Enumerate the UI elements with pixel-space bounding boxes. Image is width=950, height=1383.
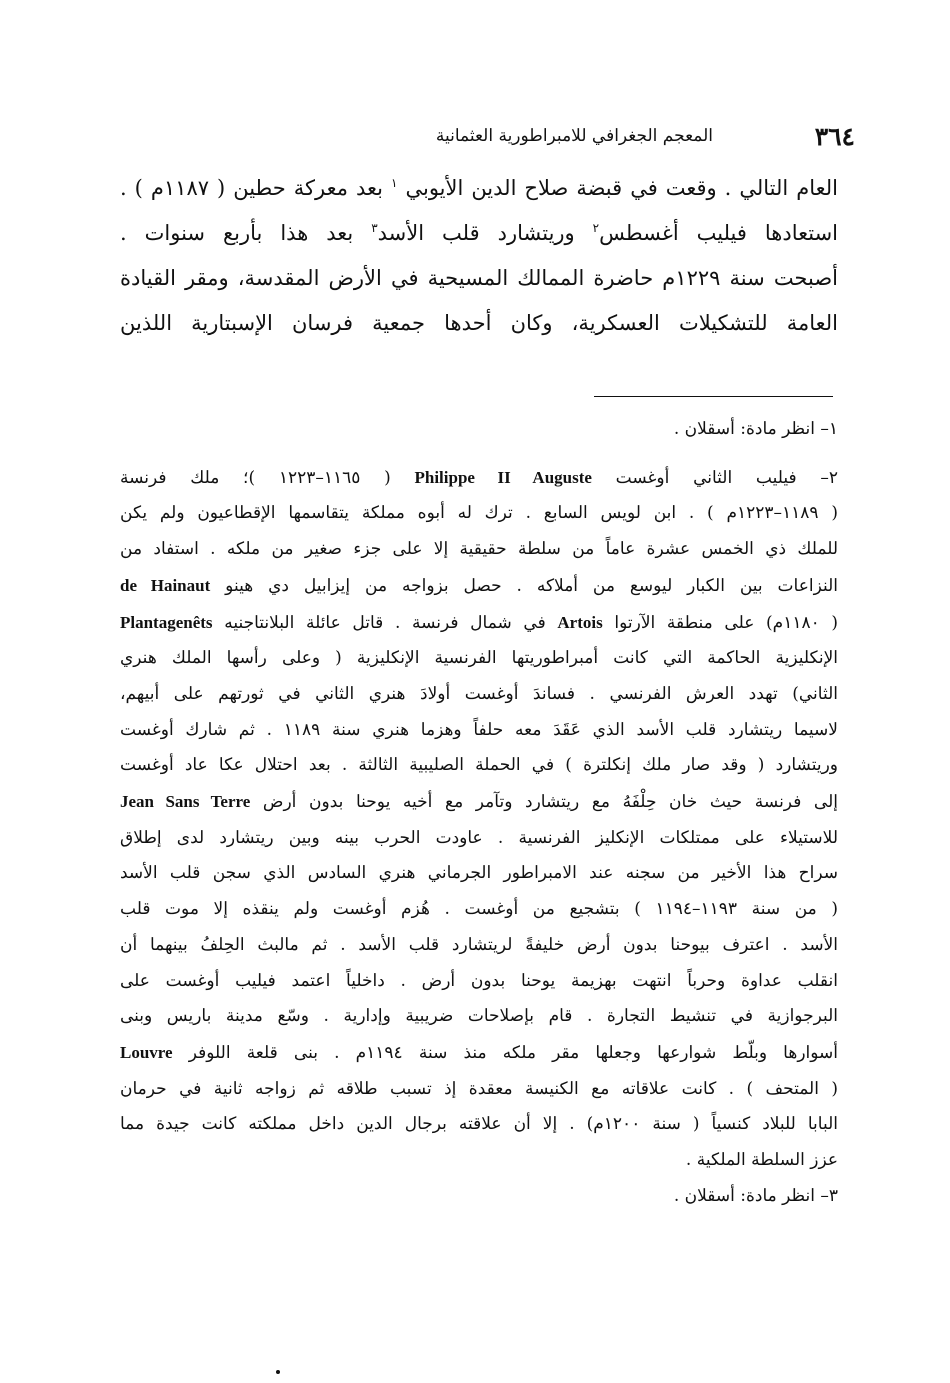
footnote-2-line: ٢– فيليب الثاني أوغست Philippe II Auguste ( ١١٦٥–١٢٢٣ )؛ ملك فرنسة [120,467,839,488]
latin-name: Plantagenêts [120,612,213,632]
footnote-2-line: النزاعات بين الكبار ليوسع من أملاكه . حصل بزواجه من إيزابيل دي هينو de Hainaut [120,575,839,596]
footnote-ref-2: ٢ [592,221,600,235]
footnote-2-line: ( المتحف ) . كانت علاقاته مع الكنيسة معقدة إذ تسبب طلاقه ثم زواجه ثانية في حرمان [120,1078,838,1099]
footnote-2-line: البرجوازية في تنشيط التجارة . قام بإصلاحات ضريبية وإدارية . وسّع مدينة باريس وبنى [120,1006,838,1027]
footnote-2-line: البابا للبلاد كنسياً ( سنة ١٢٠٠م) . إلا أن علاقته برجال الدين داخل مملكته كانت جيدة مما [120,1114,838,1135]
body-line-3: أصبحت سنة ١٢٢٩م حاضرة الممالك المسيحية في الأرض المقدسة، ومقر القيادة [120,266,838,290]
footnote-2-line: ( ١١٨٠م) على منطقة الآرتوا Artois في شمال فرنسة . قاتل عائلة البلانتاجنيه Plantagenêts [120,612,839,633]
body-line-2: استعادها فيليب أغسطس$^٢$ وريتشارد قلب الأسد$^٣$ بعد هذا بأربع سنوات . [120,221,838,245]
footnote-2-line: سراح هذا الأخير من سجنه عند الامبراطور الجرماني هنري السادس الذي سجن قلب الأسد [120,863,838,884]
footnotes [120,412,838,1214]
body-line-1: العام التالي . وقعت في قبضة صلاح الدين الأيوبي $^١$ بعد معركة حطين ( ١١٨٧م ) . [120,176,838,200]
footnote-2-line: وريتشارد ( وقد صار ملك إنكلترة ) في الحملة الصليبية الثالثة . بعد احتلال عكا عاد أوغست [120,755,838,776]
footnote-2-line: انقلب عداوة وحرباً انتهت بهزيمة يوحنا بدون أرض . داخلياً اعتمد فيليب أوغست على [120,970,838,991]
footnote-ref-3: ٣ [371,221,378,235]
latin-name: de Hainaut [120,575,211,595]
body-text [120,166,838,346]
footnote-ref-1: ١ [391,176,398,190]
footnote-2-line: الأسد . اعترف بيوحنا بدون أرض خليفةً لريتشارد قلب الأسد . ثم مالبث الحِلفُ بينهما أن [120,934,838,955]
footnote-2-line: للملك ذي الخمس عشرة عاماً من سلطة حقيقية إلا على جزء صغير من ملكه . استفاد من [120,539,838,560]
footnote-2-line: لاسيما ريتشارد قلب الأسد الذي عَقَدَ معه حلفاً وهزما هنري سنة ١١٨٩ . ثم شارك أوغست [120,719,838,740]
footnote-2-line: ( ١١٨٩–١٢٢٣م ) . ابن لويس السابع . ترك له أبوه مملكة يتقاسمها الإقطاعيون ولم يكن [120,503,838,524]
latin-name: Jean Sans Terre [120,792,251,812]
footnote-2-line: ( من سنة ١١٩٣–١١٩٤ ) بتشجيع من أوغست . هُزم أوغست ولم ينقذه إلا موت قلب [120,899,839,920]
footnote-2-line: الإنكليزية الحاكمة التي كانت أمبراطوريتها الفرنسية الإنكليزية ( وعلى رأسها الملك هنري [120,648,838,669]
latin-name: Philippe II Auguste [414,467,592,487]
body-line-4: العامة للتشكيلات العسكرية، وكان أحدها جمعية فرسان الإسبتارية اللذين [120,311,838,335]
footnote-2-line: الثاني) تهدد العرش الفرنسي . فساندَ أوغست أولادَ هنري الثاني في ثورتهم على أبيهم، [120,683,838,704]
footnote-3: ٣– انظر مادة: أسقلان . [673,1185,838,1206]
page-header [110,120,855,152]
footnote-separator [594,396,833,397]
latin-name: Artois [557,612,603,632]
footnote-2-line: عزز السلطة الملكية . [685,1150,838,1171]
page-speck [276,1370,280,1374]
page-number: ٣٦٤ [814,122,855,151]
footnote-2 [120,460,838,1179]
footnote-2-line: أسوارها وبلّط شوارعها وجعلها مقر ملكه منذ سنة ١١٩٤م . بنى قلعة اللوفر Louvre [120,1042,839,1063]
footnote-2-line: إلى فرنسة حيث خان حِلْفَهُ مع ريتشارد وتآمر مع أخيه يوحنا بدون أرض Jean Sans Terre [120,792,839,813]
latin-name: Louvre [120,1042,173,1062]
running-title: المعجم الجغرافي للامبراطورية العثمانية [435,126,713,146]
footnote-1: ١– انظر مادة: أسقلان . [673,419,838,439]
footnote-2-line: للاستيلاء على ممتلكات الإنكليز الفرنسية . عاودت الحرب بينه وبين ريتشارد لدى إطلاق [120,827,838,848]
